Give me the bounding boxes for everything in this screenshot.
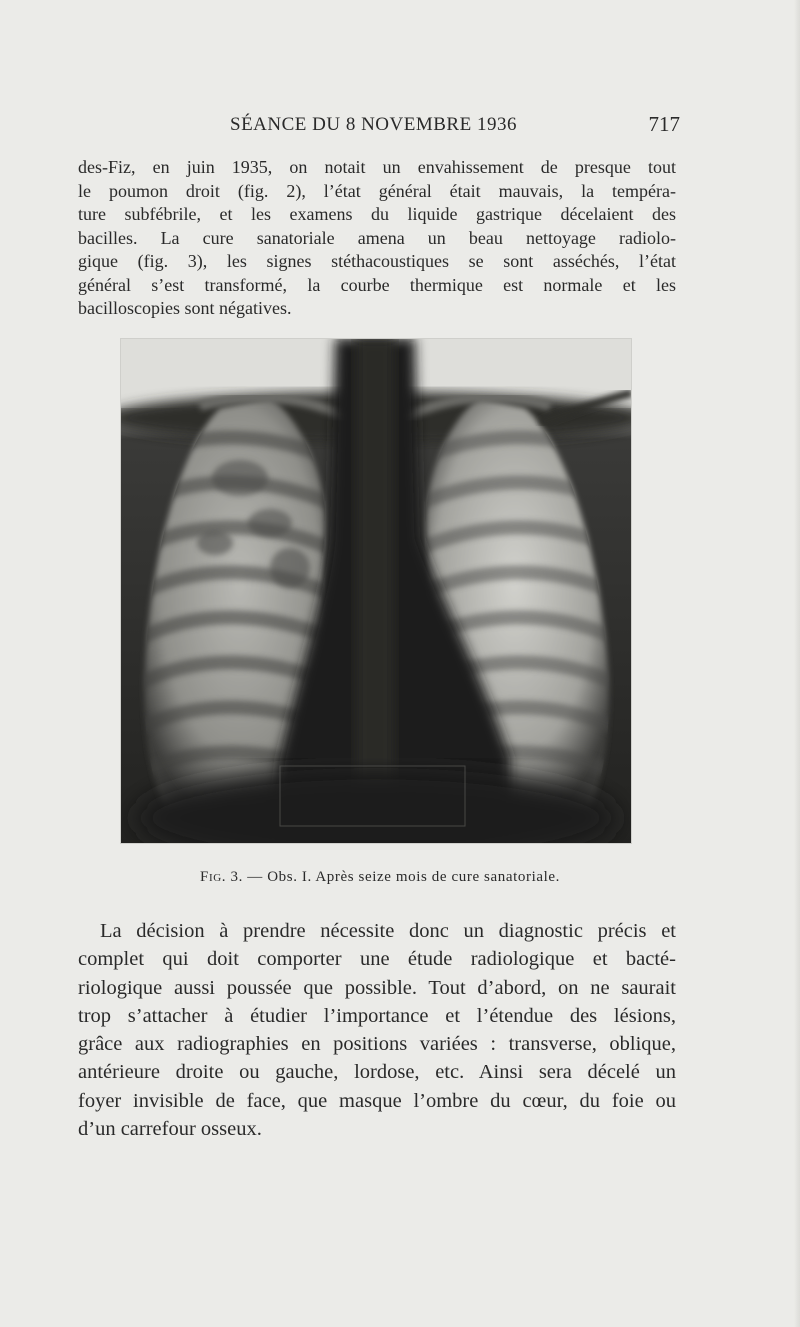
text-line: le poumon droit (fig. 2), l’état général était mauvais, la tempéra- [78,180,676,201]
text-line: antérieure droite ou gauche, lordose, etc. Ainsi sera décelé un [78,1061,676,1084]
figure-chest-xray [120,338,632,844]
text-line: bacilles. La cure sanatoriale amena un beau nettoyage radiolo- [78,227,676,248]
running-head-title: SÉANCE DU 8 NOVEMBRE 1936 [230,114,517,135]
text-line: gique (fig. 3), les signes stéthacoustiques se sont asséchés, l’état [78,251,676,271]
text-line: grâce aux radiographies en positions variées : transverse, oblique, [78,1033,676,1056]
paragraph-main [78,917,676,1143]
text-line: d’un carrefour osseux. [78,1118,262,1141]
running-head [230,110,680,140]
text-line: général s’est transformé, la courbe thermique est normale et les [78,274,676,295]
text-line: trop s’attacher à étudier l’importance et l’étendue des lésions, [78,1004,676,1027]
text-line: ture subfébrile, et les examens du liquide gastrique décelaient des [78,204,676,224]
page-edge-shadow [794,0,800,1327]
text-line: des-Fiz, en juin 1935, on notait un envahissement de presque tout [78,157,676,177]
text-line: foyer invisible de face, que masque l’ombre du cœur, du foie ou [78,1089,676,1112]
text-line: riologique aussi poussée que possible. Tout d’abord, on ne saurait [78,976,676,999]
paragraph-continuation [78,156,676,321]
page-number: 717 [648,112,680,136]
figure-caption [0,869,760,886]
figure-label: Fig. 3. [200,869,243,885]
text-line: complet qui doit comporter une étude radiologique et bacté- [78,948,676,971]
text-line: bacilloscopies sont négatives. [78,298,292,318]
figure-caption-text: — Obs. I. Après seize mois de cure sanatoriale. [242,869,560,885]
text-line: La décision à prendre nécessite donc un diagnostic précis et [100,920,676,942]
chest-xray-image [120,338,632,844]
